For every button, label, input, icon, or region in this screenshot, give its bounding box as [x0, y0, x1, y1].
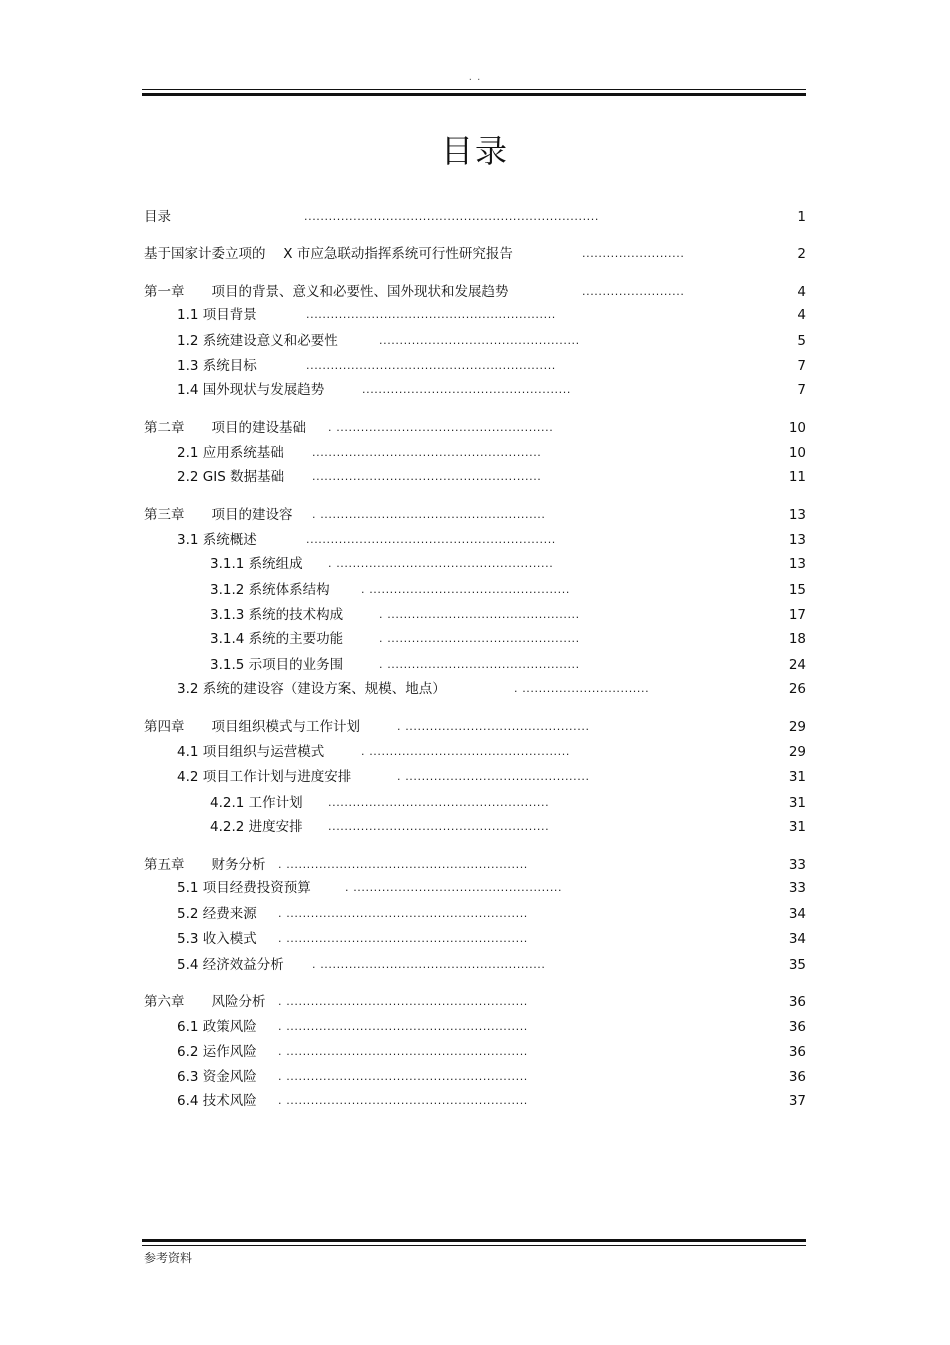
toc-entry-label: 4.1 项目组织与运营模式 [177, 744, 325, 760]
toc-page-number: 11 [788, 469, 806, 485]
toc-row[interactable] [144, 992, 806, 1012]
toc-row[interactable] [144, 1091, 806, 1111]
toc-dot-leader: . ........................................................... [278, 907, 528, 920]
toc-row[interactable] [144, 679, 806, 699]
toc-row[interactable] [144, 505, 806, 525]
toc-row[interactable] [144, 629, 806, 649]
toc-dot-leader: ...................................................... [328, 820, 550, 833]
toc-dot-leader: ........................................................ [312, 470, 542, 483]
toc-entry-label: 6.4 技术风险 [177, 1093, 257, 1109]
toc-row[interactable] [144, 1067, 806, 1087]
toc-entry-label: 2.1 应用系统基础 [177, 445, 284, 461]
toc-page-number: 5 [797, 333, 806, 349]
toc-entry-label: 3.1 系统概述 [177, 532, 257, 548]
toc-row[interactable] [144, 207, 806, 227]
toc-page-number: 31 [788, 819, 806, 835]
toc-entry-label: 3.2 系统的建设容（建设方案、规模、地点） [177, 681, 446, 697]
toc-row[interactable] [144, 878, 806, 898]
toc-page-number: 13 [788, 532, 806, 548]
toc-row[interactable] [144, 530, 806, 550]
toc-entry-label: 1.4 国外现状与发展趋势 [177, 382, 325, 398]
toc-dot-leader: ............................................................. [306, 533, 556, 546]
toc-row[interactable] [144, 605, 806, 625]
toc-page-number: 36 [788, 1019, 806, 1035]
toc-dot-leader: . ............................................... [379, 658, 580, 671]
toc-entry-label: 3.1.2 系统体系结构 [210, 582, 330, 598]
toc-page-number: 29 [788, 719, 806, 735]
toc-dot-leader: . ....................................................... [312, 958, 546, 971]
toc-page-number: 13 [788, 556, 806, 572]
toc-page-number: 10 [788, 445, 806, 461]
toc-entry-label: 5.1 项目经费投资预算 [177, 880, 311, 896]
header-rule-thick [142, 93, 806, 96]
toc-page-number: 18 [788, 631, 806, 647]
toc-page-number: 34 [788, 931, 806, 947]
toc-entry-label: 2.2 GIS 数据基础 [177, 469, 285, 485]
toc-dot-leader: ................................................. [379, 334, 580, 347]
toc-dot-leader: . ............................................... [379, 608, 580, 621]
toc-entry-label: 第六章 风险分析 [144, 994, 266, 1010]
toc-dot-leader: ........................................................ [312, 446, 542, 459]
toc-row[interactable] [144, 467, 806, 487]
toc-entry-label: 3.1.5 示项目的业务围 [210, 657, 344, 673]
toc-row[interactable] [144, 742, 806, 762]
toc-page-number: 34 [788, 906, 806, 922]
toc-dot-leader: ................................................... [362, 383, 571, 396]
toc-dot-leader: ......................... [582, 247, 685, 260]
toc-entry-label: 目录 [144, 209, 171, 225]
toc-page-number: 36 [788, 994, 806, 1010]
toc-dot-leader: . ........................................................... [278, 932, 528, 945]
footer-label: 参考资料 [144, 1251, 193, 1265]
toc-dot-leader: . ........................................................... [278, 1094, 528, 1107]
toc-entry-label: 第四章 项目组织模式与工作计划 [144, 719, 360, 735]
toc-entry-label: 5.4 经济效益分析 [177, 957, 284, 973]
toc-dot-leader: . ........................................................... [278, 995, 528, 1008]
toc-row[interactable] [144, 817, 806, 837]
toc-row[interactable] [144, 955, 806, 975]
toc-row[interactable] [144, 244, 806, 264]
toc-entry-label: 4.2 项目工作计划与进度安排 [177, 769, 352, 785]
toc-entry-label: 5.2 经费来源 [177, 906, 257, 922]
toc-row[interactable] [144, 1042, 806, 1062]
footer-rule-thin [142, 1245, 806, 1246]
toc-dot-leader: . ........................................................... [278, 1045, 528, 1058]
toc-page-number: 15 [788, 582, 806, 598]
toc-dot-leader: . ........................................................... [278, 1020, 528, 1033]
toc-row[interactable] [144, 767, 806, 787]
toc-page-number: 17 [788, 607, 806, 623]
header-rule-thin [142, 89, 806, 90]
toc-entry-label: 4.2.2 进度安排 [210, 819, 303, 835]
toc-entry-label: 6.3 资金风险 [177, 1069, 257, 1085]
toc-page-number: 33 [788, 857, 806, 873]
toc-entry-label: 6.2 运作风险 [177, 1044, 257, 1060]
toc-entry-label: 第五章 财务分析 [144, 857, 266, 873]
toc-row[interactable] [144, 904, 806, 924]
toc-entry-label: 5.3 收入模式 [177, 931, 257, 947]
page-title: 目录 [440, 132, 509, 170]
toc-dot-leader: ........................................................................ [304, 210, 599, 223]
toc-row[interactable] [144, 443, 806, 463]
toc-dot-leader: . ............................... [514, 682, 650, 695]
toc-dot-leader: ......................... [582, 285, 685, 298]
toc-row[interactable] [144, 793, 806, 813]
toc-dot-leader: . ........................................................... [278, 1070, 528, 1083]
toc-page-number: 37 [788, 1093, 806, 1109]
toc-page-number: 1 [797, 209, 806, 225]
toc-row[interactable] [144, 418, 806, 438]
toc-page-number: 4 [797, 284, 806, 300]
toc-dot-leader: ...................................................... [328, 796, 550, 809]
toc-dot-leader: . ............................................. [397, 720, 590, 733]
toc-dot-leader: . ..................................................... [328, 421, 554, 434]
toc-row[interactable] [144, 1017, 806, 1037]
toc-page-number: 7 [797, 382, 806, 398]
toc-dot-leader: ............................................................. [306, 308, 556, 321]
toc-page-number: 26 [788, 681, 806, 697]
toc-entry-label: 1.3 系统目标 [177, 358, 257, 374]
toc-page-number: 36 [788, 1044, 806, 1060]
toc-row[interactable] [144, 717, 806, 737]
toc-row[interactable] [144, 331, 806, 351]
toc-row[interactable] [144, 356, 806, 376]
toc-page-number: 29 [788, 744, 806, 760]
toc-page-number: 31 [788, 769, 806, 785]
toc-entry-label: 3.1.1 系统组成 [210, 556, 303, 572]
toc-dot-leader: . ..................................................... [328, 557, 554, 570]
toc-dot-leader: . ................................................. [361, 745, 570, 758]
toc-row[interactable] [144, 305, 806, 325]
toc-page-number: 7 [797, 358, 806, 374]
toc-row[interactable] [144, 554, 806, 574]
toc-entry-label: 第三章 项目的建设容 [144, 507, 293, 523]
toc-dot-leader: ............................................................. [306, 359, 556, 372]
toc-dot-leader: . ................................................... [345, 881, 563, 894]
toc-row[interactable] [144, 655, 806, 675]
toc-row[interactable] [144, 855, 806, 875]
toc-entry-label: 第二章 项目的建设基础 [144, 420, 306, 436]
toc-dot-leader: . ................................................. [361, 583, 570, 596]
toc-page-number: 4 [797, 307, 806, 323]
toc-dot-leader: . ....................................................... [312, 508, 546, 521]
toc-entry-label: 3.1.3 系统的技术构成 [210, 607, 344, 623]
toc-entry-label: 1.2 系统建设意义和必要性 [177, 333, 338, 349]
toc-entry-label: 1.1 项目背景 [177, 307, 257, 323]
toc-entry-label: 基于国家计委立项的 X 市应急联动指挥系统可行性研究报告 [144, 246, 513, 262]
toc-page-number: 31 [788, 795, 806, 811]
toc-page-number: 36 [788, 1069, 806, 1085]
toc-row[interactable] [144, 929, 806, 949]
toc-page-number: 2 [797, 246, 806, 262]
toc-row[interactable] [144, 282, 806, 302]
header-mark: . . [468, 72, 482, 83]
toc-page-number: 35 [788, 957, 806, 973]
toc-row[interactable] [144, 380, 806, 400]
footer-rule-thick [142, 1239, 806, 1242]
toc-page-number: 10 [788, 420, 806, 436]
toc-row[interactable] [144, 580, 806, 600]
toc-entry-label: 6.1 政策风险 [177, 1019, 257, 1035]
toc-page-number: 24 [788, 657, 806, 673]
toc-page-number: 33 [788, 880, 806, 896]
toc-page-number: 13 [788, 507, 806, 523]
toc-dot-leader: . ........................................................... [278, 858, 528, 871]
toc-entry-label: 3.1.4 系统的主要功能 [210, 631, 344, 647]
toc-dot-leader: . ............................................... [379, 632, 580, 645]
toc-dot-leader: . ............................................. [397, 770, 590, 783]
toc-entry-label: 第一章 项目的背景、意义和必要性、国外现状和发展趋势 [144, 284, 509, 300]
toc-entry-label: 4.2.1 工作计划 [210, 795, 303, 811]
